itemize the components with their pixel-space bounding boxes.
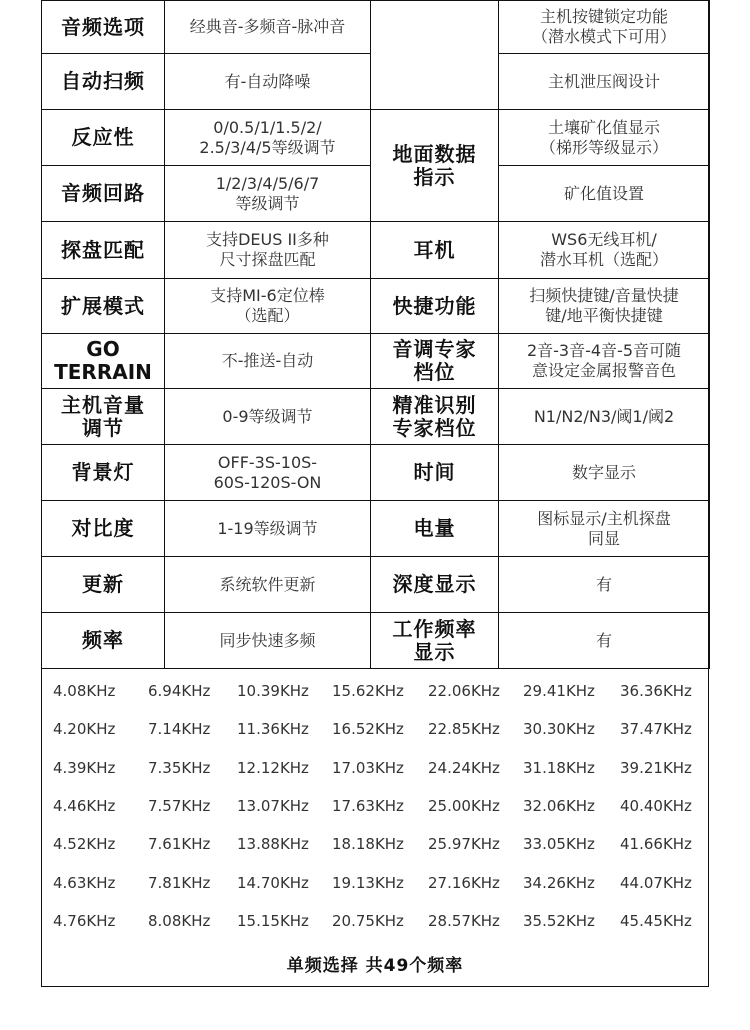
spec-value: N1/N2/N3/阈1/阈2 (499, 389, 710, 445)
spec-value: 主机泄压阀设计 (499, 54, 710, 110)
frequency-value: 4.52KHz (53, 835, 116, 854)
frequency-value: 11.36KHz (237, 720, 309, 739)
spec-key: 地面数据 指示 (371, 110, 499, 222)
spec-row-extension (42, 279, 710, 334)
frequency-value: 22.06KHz (428, 682, 500, 701)
spec-value: 同步快速多频 (165, 613, 371, 669)
frequency-value: 7.14KHz (148, 720, 211, 739)
frequency-value: 22.85KHz (428, 720, 500, 739)
spec-value: WS6无线耳机/ 潜水耳机（选配） (499, 222, 710, 279)
frequency-value: 10.39KHz (237, 682, 309, 701)
spec-value: 土壤矿化值显示 （梯形等级显示） (499, 110, 710, 166)
spec-key: 探盘匹配 (42, 222, 165, 279)
spec-key: 扩展模式 (42, 279, 165, 334)
spec-value: 经典音-多频音-脉冲音 (165, 1, 371, 54)
frequency-value: 44.07KHz (620, 873, 692, 892)
frequency-value: 7.81KHz (148, 873, 211, 892)
frequency-value: 39.21KHz (620, 758, 692, 777)
spec-row-reactivity (42, 110, 710, 166)
spec-empty-cell (371, 1, 499, 110)
spec-value: 0/0.5/1/1.5/2/ 2.5/3/4/5等级调节 (165, 110, 371, 166)
spec-row-frequency (42, 613, 710, 669)
spec-row-backlight (42, 445, 710, 501)
frequency-value: 8.08KHz (148, 911, 211, 930)
spec-key: 主机音量 调节 (42, 389, 165, 445)
frequency-value: 34.26KHz (523, 873, 595, 892)
frequency-value: 4.08KHz (53, 682, 116, 701)
frequency-value: 18.18KHz (332, 835, 404, 854)
spec-key: 背景灯 (42, 445, 165, 501)
frequency-value: 25.97KHz (428, 835, 500, 854)
frequency-row (41, 787, 709, 825)
frequency-value: 4.39KHz (53, 758, 116, 777)
spec-key: 时间 (371, 445, 499, 501)
frequency-value: 17.03KHz (332, 758, 404, 777)
frequency-value: 30.30KHz (523, 720, 595, 739)
frequency-value: 7.35KHz (148, 758, 211, 777)
frequency-value: 40.40KHz (620, 797, 692, 816)
frequency-value: 4.63KHz (53, 873, 116, 892)
frequency-value: 24.24KHz (428, 758, 500, 777)
frequency-list (41, 672, 709, 940)
spec-key: 快捷功能 (371, 279, 499, 334)
spec-key: 音调专家 档位 (371, 334, 499, 389)
frequency-value: 19.13KHz (332, 873, 404, 892)
spec-value: 不-推送-自动 (165, 334, 371, 389)
frequency-value: 28.57KHz (428, 911, 500, 930)
spec-value: 系统软件更新 (165, 557, 371, 613)
frequency-value: 6.94KHz (148, 682, 211, 701)
frequency-value: 13.07KHz (237, 797, 309, 816)
frequency-value: 17.63KHz (332, 797, 404, 816)
frequency-row (41, 672, 709, 710)
frequency-footer: 单频选择 共49个频率 (286, 956, 464, 976)
frequency-value: 12.12KHz (237, 758, 309, 777)
spec-value: 支持MI-6定位棒 （选配） (165, 279, 371, 334)
frequency-value: 15.15KHz (237, 911, 309, 930)
frequency-value: 4.76KHz (53, 911, 116, 930)
spec-key: 电量 (371, 501, 499, 557)
spec-key: 更新 (42, 557, 165, 613)
spec-row-go-terrain (42, 334, 710, 389)
spec-value: 1-19等级调节 (165, 501, 371, 557)
spec-key: 精准识别 专家档位 (371, 389, 499, 445)
spec-key: 耳机 (371, 222, 499, 279)
spec-key: 反应性 (42, 110, 165, 166)
frequency-value: 13.88KHz (237, 835, 309, 854)
spec-value: 数字显示 (499, 445, 710, 501)
spec-value: 支持DEUS II多种 尺寸探盘匹配 (165, 222, 371, 279)
frequency-value: 32.06KHz (523, 797, 595, 816)
frequency-value: 27.16KHz (428, 873, 500, 892)
spec-value: 0-9等级调节 (165, 389, 371, 445)
frequency-row (41, 863, 709, 901)
frequency-value: 20.75KHz (332, 911, 404, 930)
spec-table (41, 0, 710, 669)
frequency-row (41, 825, 709, 863)
frequency-value: 35.52KHz (523, 911, 595, 930)
frequency-row (41, 749, 709, 787)
spec-key: 频率 (42, 613, 165, 669)
frequency-value: 31.18KHz (523, 758, 595, 777)
frequency-value: 4.20KHz (53, 720, 116, 739)
frequency-value: 4.46KHz (53, 797, 116, 816)
spec-value: 扫频快捷键/音量快捷 键/地平衡快捷键 (499, 279, 710, 334)
frequency-value: 15.62KHz (332, 682, 404, 701)
spec-value: 有 (499, 557, 710, 613)
spec-value: 主机按键锁定功能 （潜水模式下可用） (499, 1, 710, 54)
spec-key: 自动扫频 (42, 54, 165, 110)
spec-value: 矿化值设置 (499, 166, 710, 222)
spec-row-audio-options (42, 1, 710, 54)
spec-value: 1/2/3/4/5/6/7 等级调节 (165, 166, 371, 222)
spec-key: GO TERRAIN (42, 334, 165, 389)
spec-key: 深度显示 (371, 557, 499, 613)
frequency-value: 25.00KHz (428, 797, 500, 816)
frequency-row (41, 902, 709, 940)
spec-row-volume (42, 389, 710, 445)
spec-row-update (42, 557, 710, 613)
frequency-value: 36.36KHz (620, 682, 692, 701)
spec-key: 对比度 (42, 501, 165, 557)
frequency-value: 37.47KHz (620, 720, 692, 739)
spec-key: 音频选项 (42, 1, 165, 54)
spec-key: 音频回路 (42, 166, 165, 222)
frequency-row (41, 710, 709, 748)
frequency-value: 45.45KHz (620, 911, 692, 930)
spec-row-contrast (42, 501, 710, 557)
spec-row-coil-match (42, 222, 710, 279)
frequency-value: 7.57KHz (148, 797, 211, 816)
frequency-value: 41.66KHz (620, 835, 692, 854)
spec-value: 有-自动降噪 (165, 54, 371, 110)
spec-key: 工作频率 显示 (371, 613, 499, 669)
spec-value: 有 (499, 613, 710, 669)
spec-value: 图标显示/主机探盘 同显 (499, 501, 710, 557)
frequency-value: 14.70KHz (237, 873, 309, 892)
spec-value: OFF-3S-10S- 60S-120S-ON (165, 445, 371, 501)
frequency-value: 7.61KHz (148, 835, 211, 854)
frequency-value: 29.41KHz (523, 682, 595, 701)
spec-value: 2音-3音-4音-5音可随 意设定金属报警音色 (499, 334, 710, 389)
frequency-value: 16.52KHz (332, 720, 404, 739)
frequency-value: 33.05KHz (523, 835, 595, 854)
